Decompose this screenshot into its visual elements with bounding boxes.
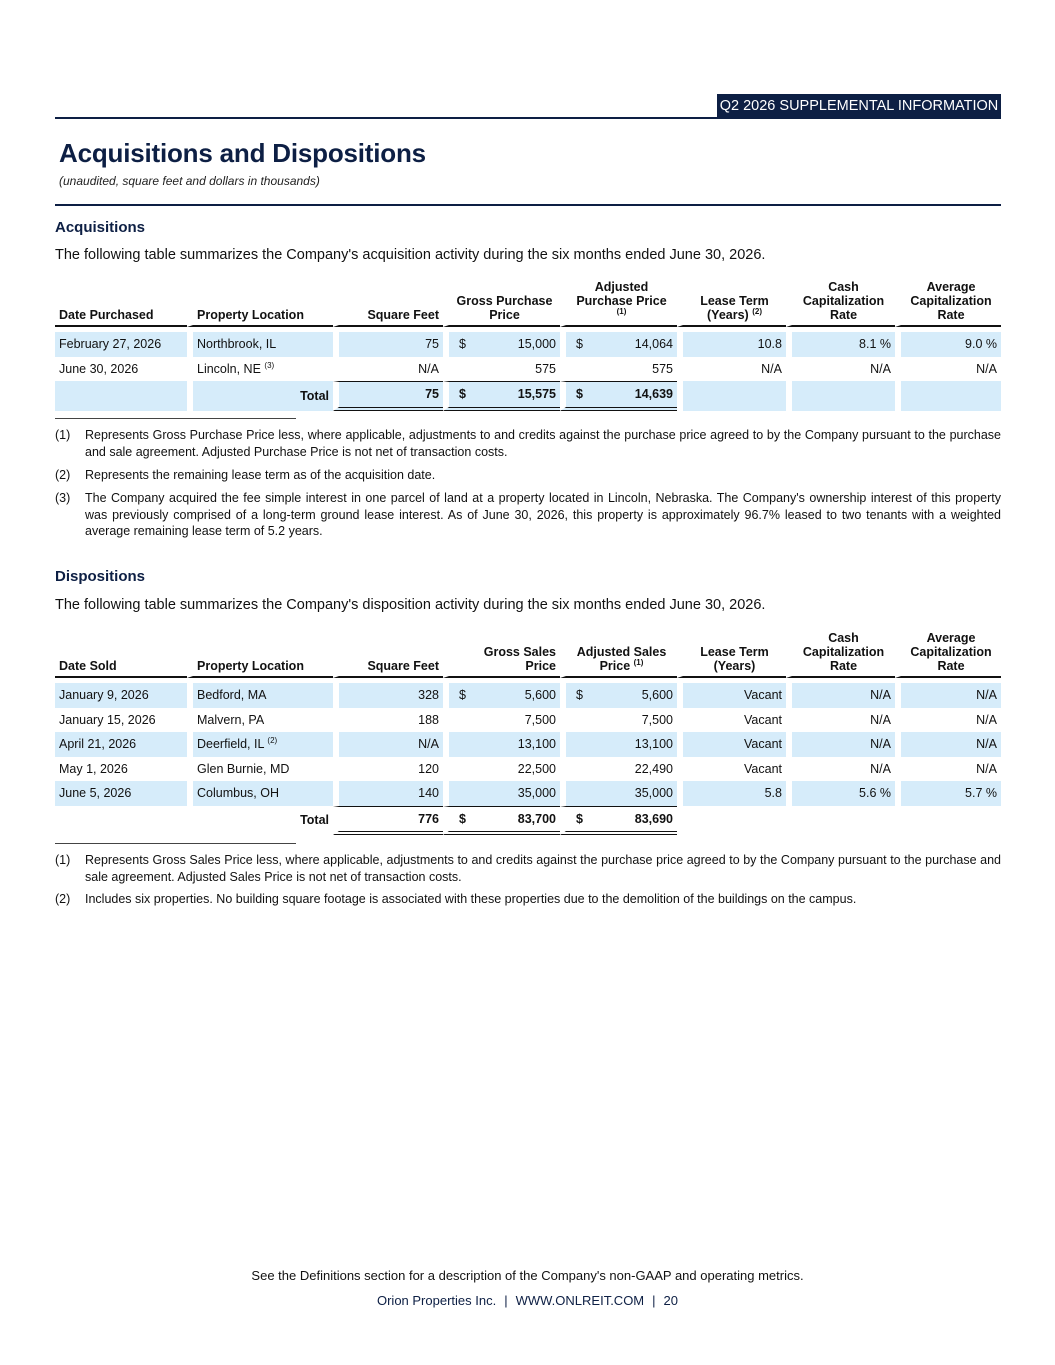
amount: 15,575 [517,387,556,402]
page-title: Acquisitions and Dispositions [59,138,426,168]
cell-adjusted-price [560,683,677,708]
total-row [55,806,1001,836]
cell-location [187,757,333,782]
cell-empty [895,381,1001,411]
cell-lease-term: Vacant [677,757,786,782]
total-gross-price [443,381,560,411]
cell-square-feet: 120 [333,757,443,782]
currency-symbol: $ [459,811,466,826]
cell-cash-cap-rate: 5.6 % [786,781,895,806]
cell-empty [786,381,895,411]
footnote-ref: (2) [267,736,278,746]
amount: 22,490 [634,761,673,776]
acquisitions-intro: The following table summarizes the Company's acquisition activity during the six months ended June 30, 2026. [55,247,766,263]
table-row [55,683,1001,708]
col-date-sold: Date Sold [55,631,187,678]
supplemental-banner: Q2 2026 SUPPLEMENTAL INFORMATION [717,94,1001,119]
cell-average-cap-rate: 5.7 % [895,781,1001,806]
cell-empty [55,806,187,836]
currency-symbol: $ [459,688,466,703]
acquisitions-table [55,280,1001,411]
location-text: Glen Burnie, MD [197,761,290,776]
col-lease-term [677,280,786,327]
amount: 13,100 [517,737,556,752]
cell-gross-price [443,732,560,757]
footnote-mark: (3) [55,491,71,505]
cell-average-cap-rate: N/A [895,732,1001,757]
col-date-purchased: Date Purchased [55,280,187,327]
cell-lease-term: Vacant [677,732,786,757]
col-adjusted-purchase-price [560,280,677,327]
amount: 14,064 [634,337,673,352]
acquisitions-heading: Acquisitions [55,219,146,236]
acquisitions-footnote-3 [55,490,1001,540]
cell-adjusted-price [560,732,677,757]
col-cash-cap-rate: Cash Capitalization Rate [786,631,895,678]
cell-empty [677,381,786,411]
definitions-note: See the Definitions section for a description of the Company's non-GAAP and operating metrics. [251,1268,804,1283]
cell-average-cap-rate: 9.0 % [895,332,1001,357]
table-row [55,708,1001,733]
cell-cash-cap-rate: N/A [786,708,895,733]
dispositions-table [55,631,1001,835]
cell-average-cap-rate: N/A [895,357,1001,382]
col-adjusted-label: Adjusted Sales Price [576,645,667,673]
col-property-location: Property Location [187,280,333,327]
cell-cash-cap-rate: 8.1 % [786,332,895,357]
footnote-ref: (3) [264,360,275,370]
cell-average-cap-rate: N/A [895,708,1001,733]
cell-date: January 9, 2026 [55,683,187,708]
col-cash-cap-rate: Cash Capitalization Rate [786,280,895,327]
footnote-ref: (1) [633,657,644,667]
cell-cash-cap-rate: N/A [786,732,895,757]
col-adjusted-label: Adjusted Purchase Price [576,280,667,308]
acquisitions-footnote-1 [55,427,1001,460]
table-row [55,357,1001,382]
cell-square-feet: 140 [333,781,443,806]
footnote-ref: (2) [752,306,762,316]
currency-symbol: $ [576,688,583,703]
cell-lease-term: 10.8 [677,332,786,357]
cell-square-feet: 188 [333,708,443,733]
cell-gross-price [443,757,560,782]
amount: 5,600 [524,688,556,703]
cell-date: June 5, 2026 [55,781,187,806]
amount: 22,500 [517,761,556,776]
footnote-rule [55,418,296,419]
cell-empty [786,806,895,836]
page-subtitle: (unaudited, square feet and dollars in thousands) [59,174,320,188]
footnote-mark: (2) [55,468,71,482]
cell-adjusted-price [560,757,677,782]
cell-date: May 1, 2026 [59,761,128,776]
cell-empty [55,381,187,411]
cell-gross-price [443,683,560,708]
total-square-feet: 776 [333,806,443,836]
col-average-cap-rate: Average Capitalization Rate [895,280,1001,327]
cell-empty [677,806,786,836]
cell-gross-price [443,332,560,357]
amount: 5,600 [641,688,673,703]
cell-date: January 15, 2026 [59,712,156,727]
footer-separator: | [652,1293,656,1308]
cell-square-feet: 75 [333,332,443,357]
footnote-text: The Company acquired the fee simple interest in one parcel of land at a property located in Lincoln, Nebraska. The Company's ownership interest of this property was previously comprised of a long-term ground lease interest. As of June 30, 2026, this property is approximately 96.7% leased to two tenants with a weighted average remaining lease term of 5.2 years. [85,491,1001,538]
currency-symbol: $ [576,387,583,402]
total-square-feet: 75 [333,381,443,411]
cell-cash-cap-rate: N/A [786,683,895,708]
total-row [55,381,1001,411]
location-text: Malvern, PA [197,712,265,727]
col-adjusted-sales-price [560,631,677,678]
cell-square-feet: N/A [333,732,443,757]
col-gross-sales-price: Gross Sales Price [443,631,560,678]
amount: 13,100 [634,737,673,752]
dispositions-intro: The following table summarizes the Company's disposition activity during the six months ended June 30, 2026. [55,597,766,613]
amount: 83,700 [517,811,556,826]
total-label: Total [187,381,333,411]
cell-square-feet: N/A [333,357,443,382]
currency-symbol: $ [459,387,466,402]
cell-location [187,332,333,357]
cell-date: February 27, 2026 [55,332,187,357]
footnote-text: Represents Gross Purchase Price less, where applicable, adjustments to and credits against the purchase price agreed to by the Company pursuant to the purchase and sale agreement. Adjusted Purchase Price is not net of transaction costs. [85,428,1001,459]
cell-cash-cap-rate: N/A [786,757,895,782]
cell-cash-cap-rate: N/A [786,357,895,382]
company-name: Orion Properties Inc. [376,1293,497,1308]
website-link[interactable]: WWW.ONLREIT.COM [515,1293,645,1308]
amount: 7,500 [641,712,673,727]
footnote-mark: (1) [55,853,71,867]
page-number: 20 [663,1293,678,1308]
col-square-feet: Square Feet [333,280,443,327]
footer-separator: | [504,1293,508,1308]
table-row [55,332,1001,357]
currency-symbol: $ [576,337,583,352]
location-text: Columbus, OH [197,786,279,801]
dispositions-heading: Dispositions [55,568,146,585]
col-lease-label: Lease Term (Years) [700,294,769,322]
amount: 575 [652,361,673,376]
cell-location [187,781,333,806]
footnote-text: Represents the remaining lease term as of the acquisition date. [85,468,436,482]
total-adjusted-price [560,381,677,411]
cell-average-cap-rate: N/A [895,757,1001,782]
total-adjusted-price [560,806,677,836]
total-label: Total [187,806,333,836]
title-rule [55,204,1001,206]
cell-adjusted-price [560,332,677,357]
location-text: Northbrook, IL [197,337,277,352]
footnote-ref: (1) [616,306,627,316]
footnote-mark: (2) [55,892,71,906]
cell-lease-term: Vacant [677,683,786,708]
dispositions-footnote-2 [55,891,1001,908]
footnote-rule [55,843,296,844]
col-property-location: Property Location [187,631,333,678]
amount: 7,500 [524,712,556,727]
banner-rule [55,117,1001,119]
amount: 35,000 [634,786,673,801]
cell-lease-term: 5.8 [677,781,786,806]
location-text: Deerfield, IL [197,737,264,752]
col-lease-term: Lease Term (Years) [677,631,786,678]
cell-location [187,683,333,708]
amount: 575 [535,361,556,376]
cell-gross-price [443,781,560,806]
currency-symbol: $ [459,337,466,352]
amount: 83,690 [634,811,673,826]
col-average-cap-rate: Average Capitalization Rate [895,631,1001,678]
cell-gross-price [443,357,560,382]
cell-empty [895,806,1001,836]
page-footer [0,1293,1055,1308]
location-text: Lincoln, NE [197,361,261,376]
cell-location [187,708,333,733]
amount: 15,000 [517,337,556,352]
amount: 35,000 [517,786,556,801]
currency-symbol: $ [576,811,583,826]
total-gross-price [443,806,560,836]
table-row [55,757,1001,782]
cell-date: April 21, 2026 [55,732,187,757]
col-gross-purchase-price: Gross Purchase Price [443,280,560,327]
cell-lease-term: Vacant [677,708,786,733]
cell-adjusted-price [560,708,677,733]
cell-lease-term: N/A [677,357,786,382]
cell-adjusted-price [560,781,677,806]
cell-date: June 30, 2026 [59,361,139,376]
dispositions-footnote-1 [55,852,1001,885]
cell-square-feet: 328 [333,683,443,708]
table-row [55,732,1001,757]
table-row [55,781,1001,806]
footnote-text: Represents Gross Sales Price less, where applicable, adjustments to and credits against the purchase price agreed to by the Company pursuant to the purchase and sale agreement. Adjusted Sales Price is not net of transaction costs. [85,853,1001,884]
cell-location [187,357,333,382]
col-square-feet: Square Feet [333,631,443,678]
location-text: Bedford, MA [197,688,267,703]
cell-average-cap-rate: N/A [895,683,1001,708]
cell-adjusted-price [560,357,677,382]
footnote-text: Includes six properties. No building square footage is associated with these properties due to the demolition of the buildings on the campus. [85,892,857,906]
amount: 14,639 [634,387,673,402]
footnote-mark: (1) [55,428,71,442]
cell-location [187,732,333,757]
acquisitions-footnote-2 [55,467,1001,484]
cell-gross-price [443,708,560,733]
